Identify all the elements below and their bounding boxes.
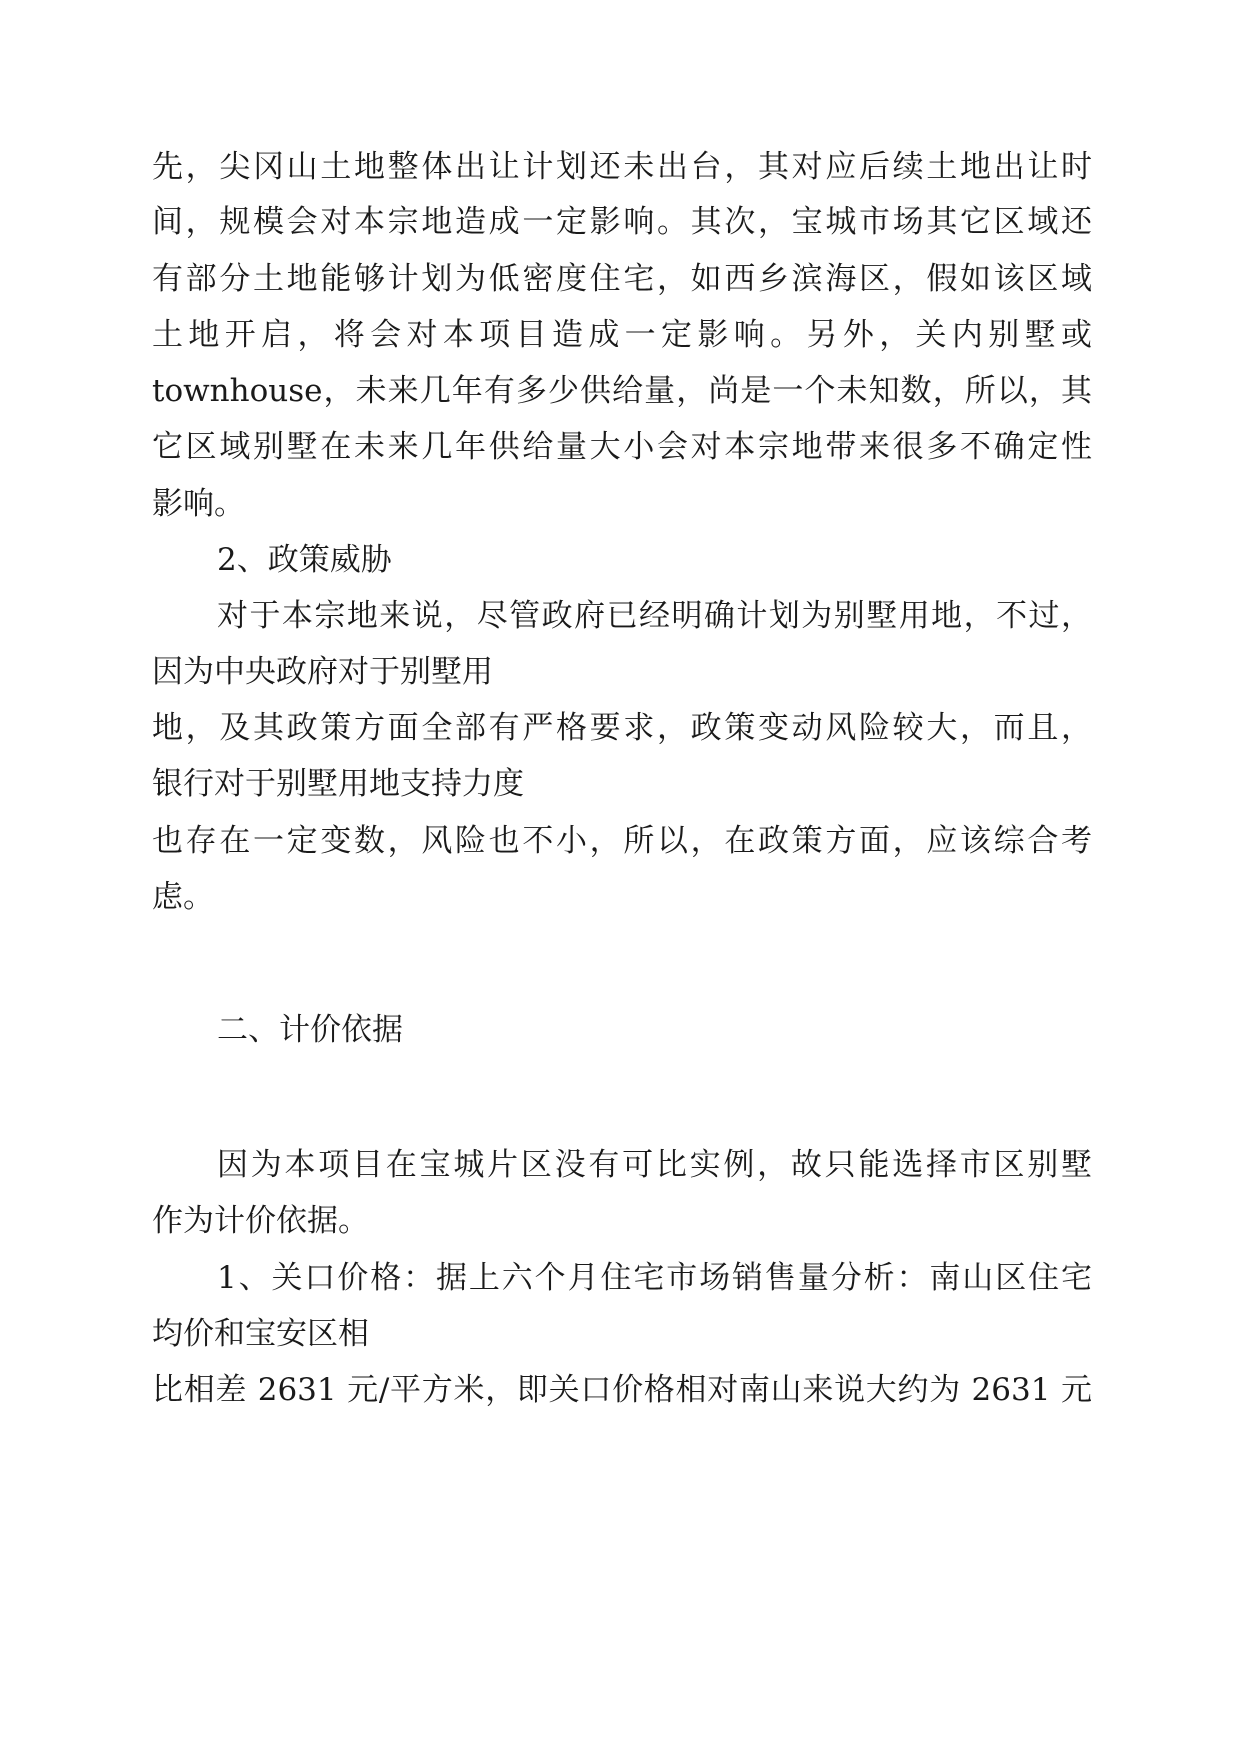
paragraph-line: 也存在一定变数，风险也不小，所以，在政策方面，应该综合考 xyxy=(152,823,1092,859)
paragraph-line: 1、关口价格：据上六个月住宅市场销售量分析：南山区住宅 xyxy=(217,1260,1092,1296)
section-heading: 二、计价依据 xyxy=(217,1012,403,1048)
paragraph-line: 均价和宝安区相 xyxy=(152,1316,369,1352)
paragraph-line: 比相差 2631 元/平方米，即关口价格相对南山来说大约为 2631 元 xyxy=(152,1372,1092,1408)
paragraph-line: 有部分土地能够计划为低密度住宅，如西乡滨海区，假如该区域 xyxy=(152,261,1092,297)
paragraph-line: 因为本项目在宝城片区没有可比实例，故只能选择市区别墅 xyxy=(217,1147,1092,1183)
paragraph-line: 地，及其政策方面全部有严格要求，政策变动风险较大，而且， xyxy=(152,710,1092,746)
paragraph-line: 影响。 xyxy=(152,486,245,522)
paragraph-line: 土地开启，将会对本项目造成一定影响。另外，关内别墅或 xyxy=(152,317,1092,353)
paragraph-line: 银行对于别墅用地支持力度 xyxy=(152,766,524,802)
paragraph-line: 间，规模会对本宗地造成一定影响。其次，宝城市场其它区域还 xyxy=(152,204,1092,240)
paragraph-line: 先，尖冈山土地整体出让计划还未出台，其对应后续土地出让时 xyxy=(152,149,1092,185)
paragraph-line: 虑。 xyxy=(152,879,214,915)
paragraph-line: 它区域别墅在未来几年供给量大小会对本宗地带来很多不确定性 xyxy=(152,429,1092,465)
paragraph-line: 因为中央政府对于别墅用 xyxy=(152,654,493,690)
paragraph-line: 对于本宗地来说，尽管政府已经明确计划为别墅用地，不过， xyxy=(217,598,1092,634)
paragraph-line: townhouse，未来几年有多少供给量，尚是一个未知数，所以，其 xyxy=(152,373,1092,409)
section-heading: 2、政策威胁 xyxy=(217,542,392,578)
paragraph-line: 作为计价依据。 xyxy=(152,1203,369,1239)
